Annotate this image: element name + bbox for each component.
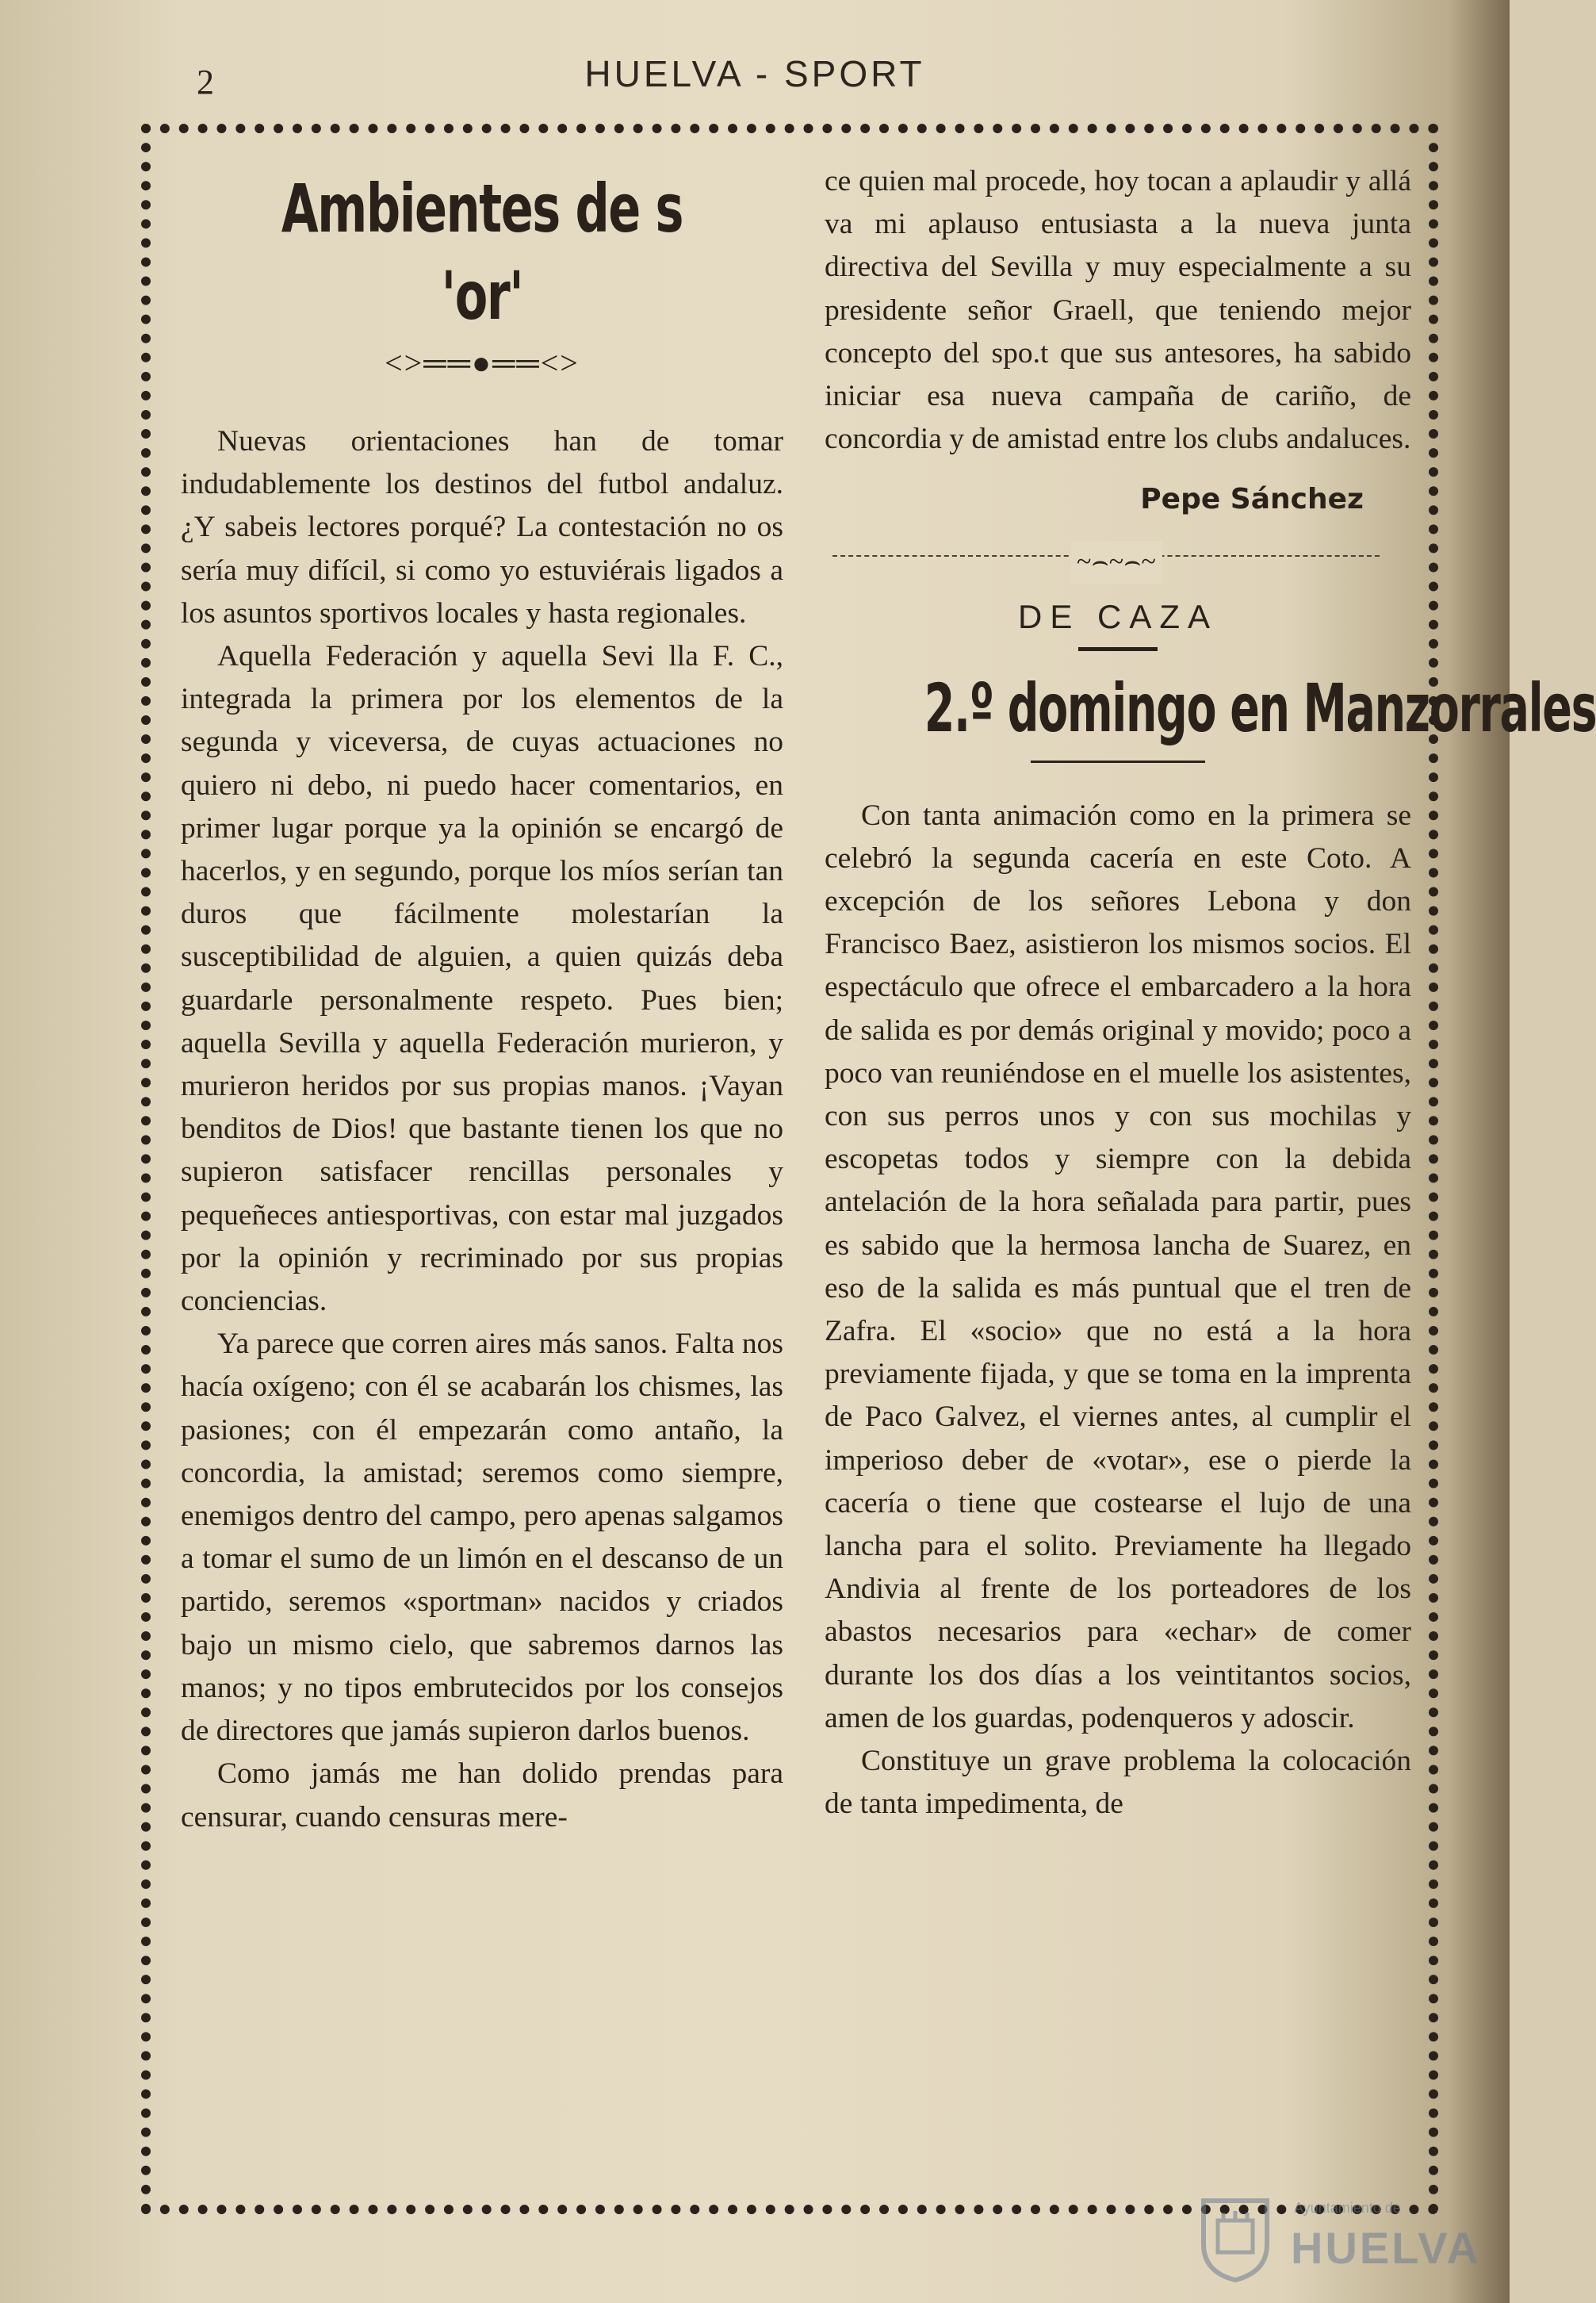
masthead-title: HUELVA - SPORT	[584, 53, 925, 94]
page-number: 2	[197, 63, 214, 102]
left-column	[181, 159, 783, 1839]
right-continuation: ce quien mal procede, hoy tocan a aplaudir y allá va mi aplauso entusiasta a la nueva junta directiva del Sevilla y muy especialmente a su presidente señor Graell, que teniendo mejor concepto del spo.t que sus antesores, ha sabido iniciar esa nueva campaña de cariño, de concordia y de amistad entre los clubs andaluces.	[825, 165, 1411, 456]
title-ornament: <>══●══<>	[385, 345, 580, 381]
article-title-left: Ambientes de s 'or'	[281, 170, 683, 335]
right-paragraph-2: Constituye un grave problema la colocación de tanta impedimenta, de	[825, 1745, 1411, 1821]
right-paragraph-1: Con tanta animación como en la primera se celebró la segunda cacería en este Coto. A excepción de los señores Lebona y don Francisco Baez, asistieron los mismos socios. El espectáculo que ofrece el embarcadero a la hora de salida es por demás original y movido; poco a poco van reuniéndose en el muelle los asistentes, con sus perros unos y con sus mochilas y escopetas todos y siempre con la debida antelación de la hora señalada para partir, pues es sabido que la hermosa lancha de Suarez, en eso de la salida es más puntual que el tren de Zafra. El «socio» que no está a la hora previamente fijada, y que se toma en la imprenta de Paco Galvez, el viernes antes, al cumplir el imperioso deber de «votar», ese o pierde la cacería o tiene que costearse el lujo de una lancha para el solito. Previamente ha llegado Andivia al frente de los porteadores de los abastos necesarios para «echar» de comer durante los dos días a los veintitantos socios, amen de los guardas, podenqueros y adoscir.	[825, 799, 1411, 1734]
stamp-small-text: Ayuntamiento de	[1294, 2200, 1401, 2216]
left-paragraph-3: Ya parece que corren aires más sanos. Falta nos hacía oxígeno; con él se acabarán los chismes, las pasiones; con él empezarán como antaño, la concordia, la amistad; seremos como siempre, enemigos dentro del campo, pero apenas salgamos a tomar el sumo de un limón en el descanso de un partido, seremos «sportman» nacidos y criados bajo un mismo cielo, que sabremos darnos las manos; y no tipos embrutecidos por los consejos de directores que jamás supieron darlos buenos.	[181, 1328, 783, 1748]
article-title-right: 2.º domingo en Manzorrales	[924, 669, 1596, 747]
title-underline	[1031, 761, 1205, 763]
archive-stamp	[1188, 2189, 1481, 2292]
crest-icon	[1188, 2189, 1283, 2284]
short-rule	[1078, 647, 1158, 651]
left-paragraph-1: Nuevas orientaciones han de tomar indudablemente los destinos del futbol andaluz. ¿Y sabeis lectores porqué? La contestación no os sería muy difícil, si como yo estuviérais ligados a los asuntos sportivos locales y hasta regionales.	[181, 425, 783, 630]
section-divider	[825, 541, 1411, 577]
divider-squiggle: ~⌢~⌢~	[1070, 541, 1162, 584]
left-paragraph-2: Aquella Federación y aquella Sevi lla F. C., integrada la primera por los elementos de la segunda y viceversa, de cuyas actuaciones no quiero ni debo, ni puedo hacer comentarios, en primer lugar porque ya la opinión se encargó de hacerlos, y en segundo, porque los míos serían tan duros que fácilmente molestarían la susceptibilidad de alguien, a quien quizás deba guardarle personalmente respeto. Pues bien; aquella Sevilla y aquella Federación murieron, y murieron heridos por sus propias manos. ¡Vayan benditos de Dios! que bastante tienen los que no supieron satisfacer rencillas personales y pequeñeces antiesportivas, con estar mal juzgados por la opinión y recriminado por sus propias conciencias.	[181, 640, 783, 1318]
author-signature: Pepe Sánchez	[1140, 483, 1364, 516]
left-paragraph-4: Como jamás me han dolido prendas para censurar, cuando censuras mere-	[181, 1757, 783, 1834]
stamp-text: HUELVA	[1291, 2223, 1481, 2273]
right-column	[825, 160, 1596, 1826]
section-label: DE CAZA	[1017, 597, 1219, 635]
